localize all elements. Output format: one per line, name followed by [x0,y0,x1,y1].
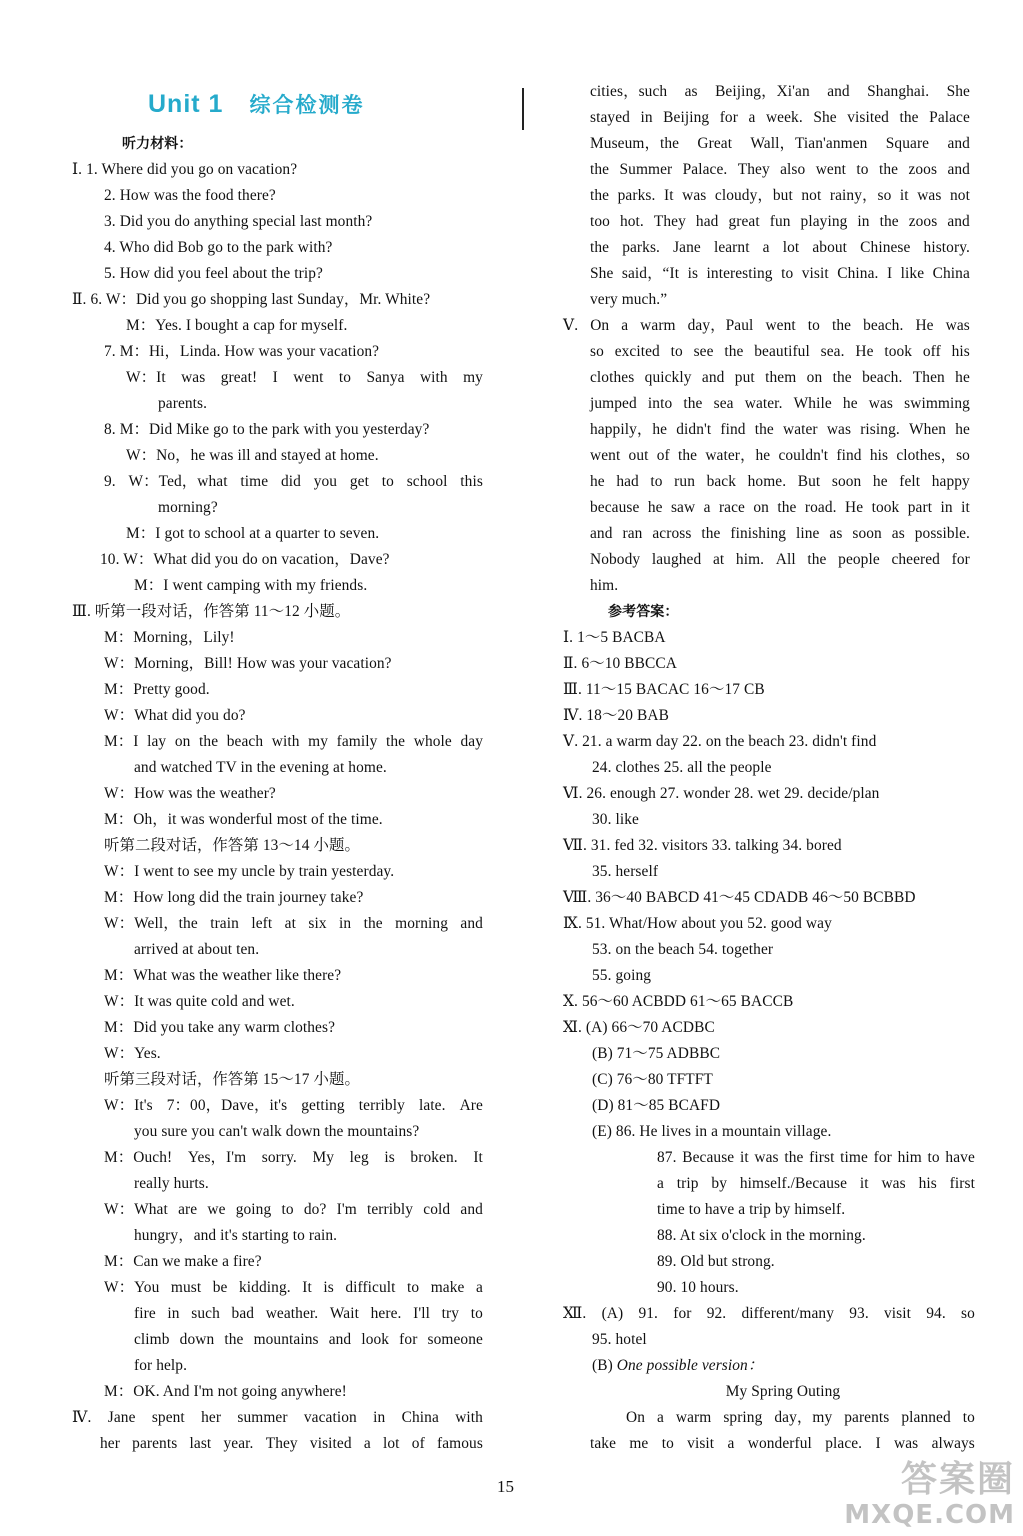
right-line: On a warm spring day，my parents planned to [626,1409,975,1426]
right-line: Ⅴ. 21. a warm day 22. on the beach 23. didn't find [563,733,877,750]
left-line: and watched TV in the evening at home. [134,759,387,776]
right-line: Ⅱ. 6～10 BBCCA [563,655,677,672]
right-line: Ⅸ. 51. What/How about you 52. good way [563,915,832,932]
right-line: 90. 10 hours. [657,1279,739,1296]
right-line: Ⅴ. On a warm day，Paul went to the beach. He was [563,317,970,334]
right-line: 53. on the beach 54. together [592,941,774,958]
right-line: Ⅲ. 11～15 BACAC 16～17 CB [563,681,765,698]
right-line: jumped into the sea water. While he was swimming [590,395,970,412]
right-line: because he saw a race on the road. He took part in it [590,499,970,516]
right-line: 88. At six o'clock in the morning. [657,1227,866,1244]
right-line: cities，such as Beijing，Xi'an and Shanghai. She [590,83,970,100]
left-line: M：How long did the train journey take? [104,889,364,906]
left-line: really hurts. [134,1175,209,1192]
left-line: W：I went to see my uncle by train yesterday. [104,863,395,880]
left-line: W：How was the weather? [104,785,276,802]
right-line: 参考答案： [608,604,679,620]
right-line: happily，he didn't find the water was rising. When he [590,421,970,438]
right-line: Ⅺ. (A) 66～70 ACDBC [563,1019,715,1036]
left-line: W：Morning，Bill! How was your vacation? [104,655,392,672]
right-line: (B) One possible version： [592,1357,764,1374]
right-line: Nobody laughed at him. All the people cheered for [590,551,970,568]
right-line: 87. Because it was the first time for him to have [657,1149,975,1166]
left-line: 听第二段对话，作答第 13～14 小题。 [104,837,360,854]
left-line: 7. M：Hi，Linda. How was your vacation? [104,343,380,360]
left-line: W：It's 7：00，Dave，it's getting terribly late. Are [104,1097,483,1114]
unit-label: Unit 1 [148,90,224,118]
left-line: M：Can we make a fire? [104,1253,262,1270]
right-line: Ⅵ. 26. enough 27. wonder 28. wet 29. decide/plan [563,785,880,802]
right-line: Ⅰ. 1～5 BACBA [563,629,666,646]
right-line: a trip by himself./Because it was his first [657,1175,975,1192]
watermark-top: 答案圈 [900,1459,1015,1500]
right-line: She said，“It is interesting to visit China. I like China [590,265,970,282]
page-number: 15 [497,1477,514,1496]
left-line: W：Yes. [104,1045,161,1062]
right-line: went out of the water，he couldn't find his clothes，so [590,447,970,464]
right-line: (E) 86. He lives in a mountain village. [592,1123,832,1140]
left-line: arrived at about ten. [134,941,260,958]
right-line: so excited to see the beautiful sea. He took off his [590,343,970,360]
left-line: Ⅱ. 6. W：Did you go shopping last Sunday，Mr. White? [72,291,431,308]
left-line: 4. Who did Bob go to the park with? [104,239,333,256]
column-divider [522,88,524,130]
left-line: morning? [158,499,218,516]
right-line: Ⅻ. (A) 91. for 92. different/many 93. visit 94. so [563,1305,975,1322]
left-line: Ⅳ. Jane spent her summer vacation in China with [72,1409,483,1426]
right-line: 89. Old but strong. [657,1253,775,1270]
left-line: W：It was quite cold and wet. [104,993,295,1010]
left-line: W：What did you do? [104,707,246,724]
left-line: fire in such bad weather. Wait here. I'll try to [134,1305,483,1322]
left-line: for help. [134,1357,188,1374]
left-line: W：It was great! I went to Sanya with my [126,369,483,386]
left-line: Ⅰ. 1. Where did you go on vacation? [72,161,298,178]
left-line: Ⅲ. 听第一段对话，作答第 11～12 小题。 [72,603,351,620]
test-title: 综合检测卷 [249,94,365,117]
left-line: M：What was the weather like there? [104,967,342,984]
left-line: climb down the mountains and look for someone [134,1331,483,1348]
left-line: 听第三段对话，作答第 15～17 小题。 [104,1071,360,1088]
left-line: M：Pretty good. [104,681,210,698]
left-line: 听力材料： [122,136,193,152]
left-line: M：Morning，Lily! [104,629,235,646]
left-line: 8. M：Did Mike go to the park with you yesterday? [104,421,430,438]
watermark-logo [830,1460,1015,1530]
right-line: him. [590,577,619,594]
left-line: 9. W：Ted，what time did you get to school this [104,473,483,490]
right-line: clothes quickly and put them on the beach. Then he [590,369,970,386]
left-line: M：Did you take any warm clothes? [104,1019,336,1036]
left-line: M：Yes. I bought a cap for myself. [126,317,348,334]
right-line: (D) 81～85 BCAFD [592,1097,721,1114]
right-line: 95. hotel [592,1331,647,1348]
left-line: M：Oh，it was wonderful most of the time. [104,811,383,828]
left-line: M：I lay on the beach with my family the whole day [104,733,483,750]
left-line: M：I went camping with my friends. [134,577,368,594]
right-line: take me to visit a wonderful place. I was always [590,1435,975,1452]
left-line: you sure you can't walk down the mountains? [134,1123,420,1140]
right-line: My Spring Outing [725,1383,841,1400]
right-line: time to have a trip by himself. [657,1201,846,1218]
right-line: (C) 76～80 TFTFT [592,1071,713,1088]
left-line: 2. How was the food there? [104,187,276,204]
left-line: 5. How did you feel about the trip? [104,265,323,282]
left-line: M：OK. And I'm not going anywhere! [104,1383,347,1400]
right-line: the Summer Palace. They also went to the zoos and [590,161,970,178]
left-line: hungry，and it's starting to rain. [134,1227,338,1244]
right-line: (B) 71～75 ADBBC [592,1045,721,1062]
left-line: her parents last year. They visited a lot of famous [100,1435,483,1452]
right-line: Ⅹ. 56～60 ACBDD 61～65 BACCB [563,993,794,1010]
right-line: 24. clothes 25. all the people [592,759,772,776]
right-line: too hot. They had great fun playing in the zoos and [590,213,970,230]
right-line: Ⅳ. 18～20 BAB [563,707,669,724]
left-line: parents. [158,395,208,412]
right-line: he had to run back home. But soon he felt happy [590,473,970,490]
left-line: M：Ouch! Yes，I'm sorry. My leg is broken. It [104,1149,483,1166]
left-line: W：You must be kidding. It is difficult to make a [104,1279,483,1296]
left-line: 10. W：What did you do on vacation，Dave? [100,551,390,568]
right-line: Ⅶ. 31. fed 32. visitors 33. talking 34. bored [563,837,842,854]
right-line: 30. like [592,811,639,828]
left-line: W：What are we going to do? I'm terribly cold and [104,1201,483,1218]
left-line: W：No，he was ill and stayed at home. [126,447,379,464]
right-line: 35. herself [592,863,659,880]
right-line: the parks. Jane learnt a lot about Chinese history. [590,239,970,256]
page-title [148,86,364,122]
left-line: M：I got to school at a quarter to seven. [126,525,380,542]
right-line: 55. going [592,967,652,984]
right-line: and ran across the finishing line as soon as possible. [590,525,970,542]
left-line: W：Well，the train left at six in the morning and [104,915,483,932]
left-line: 3. Did you do anything special last month? [104,213,373,230]
right-line: very much.” [590,291,668,308]
watermark-bottom: MXQE.COM [844,1500,1015,1530]
right-line: Museum，the Great Wall，Tian'anmen Square and [590,135,970,152]
right-line: Ⅷ. 36～40 BABCD 41～45 CDADB 46～50 BCBBD [563,889,916,906]
right-line: stayed in Beijing for a week. She visited the Palace [590,109,970,126]
right-line: the parks. It was cloudy，but not rainy，so it was not [590,187,970,204]
